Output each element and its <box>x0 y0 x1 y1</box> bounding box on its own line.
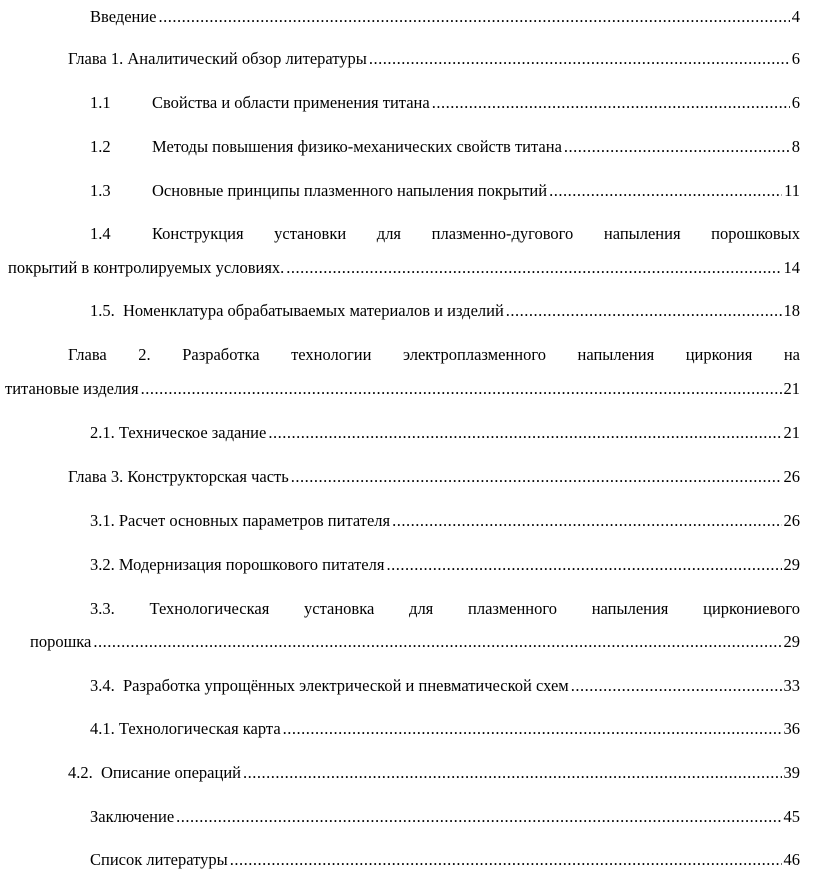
toc-leader <box>571 676 782 696</box>
toc-leader <box>386 555 781 575</box>
toc-page: 33 <box>783 676 800 695</box>
toc-title-cont: титановые изделия <box>5 379 139 398</box>
toc-page: 6 <box>791 93 800 112</box>
toc-title: 3.2. Модернизация порошкового питателя <box>90 555 385 574</box>
toc-entry-chapter-1[interactable] <box>68 49 800 69</box>
toc-title: 4.2. Описание операций <box>68 763 242 782</box>
toc-title: Глава 3. Конструкторская часть <box>68 467 289 486</box>
toc-page: 29 <box>783 632 800 651</box>
toc-line <box>30 632 800 652</box>
toc-title-cont: покрытий в контролируемых условиях. <box>8 258 285 277</box>
toc-number: 1.4 <box>90 224 111 243</box>
toc-entry-chapter-3[interactable] <box>68 467 800 487</box>
toc-line <box>68 345 800 365</box>
toc-leader <box>369 49 790 69</box>
toc-page: 21 <box>783 423 800 442</box>
toc-page: 36 <box>783 719 800 738</box>
toc-entry-1-1[interactable] <box>90 93 800 113</box>
toc-page: 21 <box>783 379 800 398</box>
toc-leader <box>176 807 781 827</box>
toc-title: Список литературы <box>90 850 228 869</box>
toc-entry-3-2[interactable] <box>90 555 800 575</box>
toc-title: Глава 1. Аналитический обзор литературы <box>68 49 367 68</box>
toc-title: 2.1. Техническое задание <box>90 423 267 442</box>
toc-number: 1.3 <box>90 181 111 200</box>
toc-title: Основные принципы плазменного напыления покрытий <box>152 181 548 200</box>
toc-leader <box>159 7 790 27</box>
toc-leader <box>268 423 781 443</box>
toc-leader <box>506 301 782 321</box>
toc-page: 6 <box>791 49 800 68</box>
toc-line <box>90 224 800 244</box>
toc-entry-1-3[interactable] <box>90 181 800 201</box>
toc-leader <box>549 181 782 201</box>
toc-leader <box>432 93 790 113</box>
toc-page: 26 <box>783 467 800 486</box>
toc-title-cont: порошка <box>30 632 92 651</box>
toc-entry-references[interactable] <box>90 850 800 870</box>
toc-title: 3.4. Разработка упрощённых электрической и пневматической схем <box>90 676 569 695</box>
toc-title: Свойства и области применения титана <box>152 93 430 112</box>
toc-leader <box>93 632 781 652</box>
toc-entry-4-1[interactable] <box>90 719 800 739</box>
toc-leader <box>392 511 781 531</box>
toc-entry-3-4[interactable] <box>90 676 800 696</box>
toc-entry-1-5[interactable] <box>90 301 800 321</box>
toc-number: 1.1 <box>90 93 111 112</box>
toc-title: Заключение <box>90 807 175 826</box>
toc-entry-4-2[interactable] <box>68 763 800 783</box>
toc-title: 4.1. Технологическая карта <box>90 719 281 738</box>
toc-page: 18 <box>783 301 800 320</box>
toc-leader <box>283 719 782 739</box>
toc-page: 46 <box>783 850 800 869</box>
toc-title: 3.3. Технологическая установка для плазменного напыления циркониевого <box>90 599 800 618</box>
toc-line <box>5 379 800 399</box>
toc-page: 29 <box>783 555 800 574</box>
toc-leader <box>230 850 782 870</box>
toc-leader <box>243 763 781 783</box>
toc-line <box>8 258 800 278</box>
toc-entry-conclusion[interactable] <box>90 807 800 827</box>
toc-leader <box>286 258 781 278</box>
toc-page: 26 <box>783 511 800 530</box>
toc-title: 3.1. Расчет основных параметров питателя <box>90 511 391 530</box>
toc-page: 14 <box>783 258 800 277</box>
toc-line <box>90 599 800 619</box>
toc-page: 45 <box>783 807 800 826</box>
toc-page: 8 <box>791 137 800 156</box>
toc-page: 11 <box>784 181 800 200</box>
toc-title: 1.5. Номенклатура обрабатываемых материалов и изделий <box>90 301 504 320</box>
toc-title: Конструкция установки для плазменно-дугового напыления порошковых <box>152 224 800 243</box>
toc-leader <box>141 379 782 399</box>
toc-page: 4 <box>791 7 800 26</box>
toc-entry-1-2[interactable] <box>90 137 800 157</box>
toc-title: Введение <box>90 7 157 26</box>
toc-entry-2-1[interactable] <box>90 423 800 443</box>
toc-leader <box>291 467 782 487</box>
toc-entry-3-1[interactable] <box>90 511 800 531</box>
toc-page: 39 <box>783 763 800 782</box>
toc-number: 1.2 <box>90 137 111 156</box>
toc-leader <box>564 137 790 157</box>
toc-title: Глава 2. Разработка технологии электроплазменного напыления циркония на <box>68 345 800 364</box>
toc-entry-introduction[interactable] <box>90 7 800 27</box>
toc-title: Методы повышения физико-механических свойств титана <box>152 137 562 156</box>
